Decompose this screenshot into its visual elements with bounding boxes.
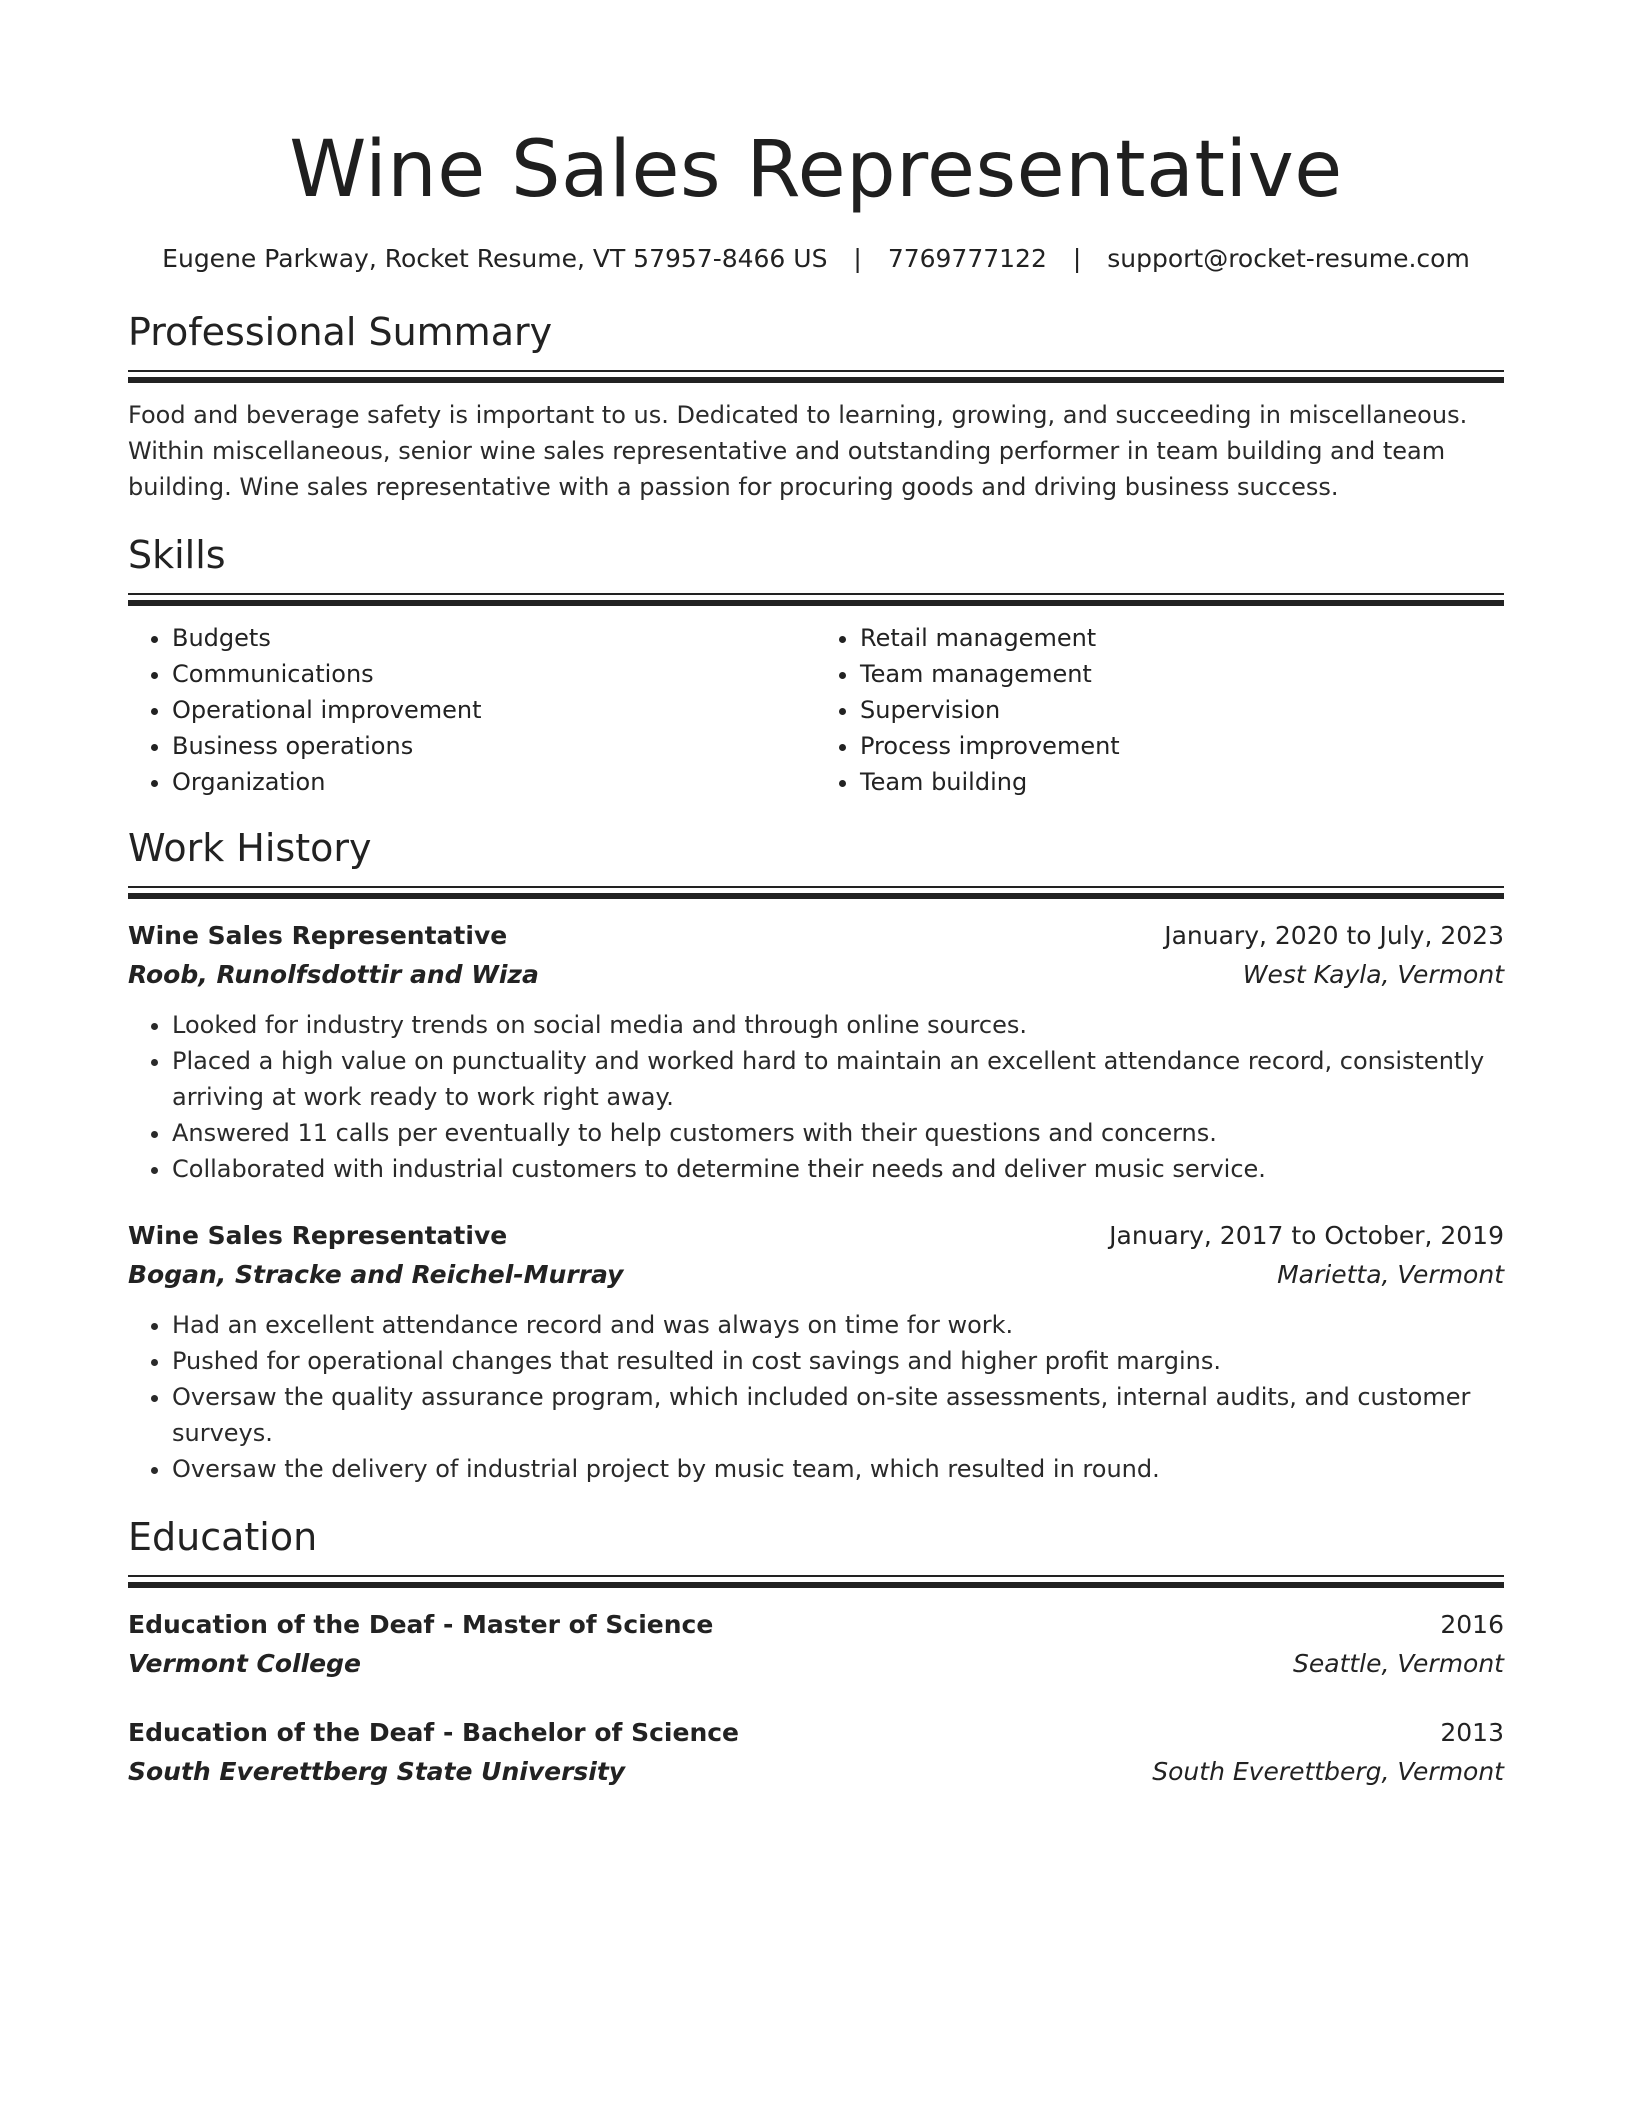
skill-item: • Communications	[172, 656, 816, 692]
contact-phone: 7769777122	[887, 244, 1047, 273]
job-location: Marietta, Vermont	[1277, 1260, 1504, 1289]
contact-address: Eugene Parkway, Rocket Resume, VT 57957-8466 US	[162, 244, 828, 273]
job-entry	[128, 1217, 1504, 1487]
skill-item: • Supervision	[860, 692, 1504, 728]
job-location: West Kayla, Vermont	[1242, 960, 1504, 989]
education-school-row	[128, 1644, 1504, 1684]
skill-item: • Business operations	[172, 728, 816, 764]
section-divider	[128, 1575, 1504, 1577]
education-header-row	[128, 1606, 1504, 1644]
resume-title: Wine Sales Representative	[289, 125, 1343, 215]
skills-columns	[128, 620, 1504, 800]
skills-list-left	[128, 620, 816, 800]
skill-item: • Process improvement	[860, 728, 1504, 764]
job-entry	[128, 917, 1504, 1187]
summary-section	[128, 306, 1504, 505]
education-school: South Everettberg State University	[128, 1757, 626, 1786]
education-school-row	[128, 1752, 1504, 1792]
education-section	[128, 1511, 1504, 1792]
skill-item: • Operational improvement	[172, 692, 816, 728]
job-header-row	[128, 917, 1504, 955]
section-heading-summary: Professional Summary	[128, 310, 553, 354]
job-bullet: • Placed a high value on punctuality and worked hard to maintain an excellent attendance record, consistently arriving at work ready to work right away.	[172, 1043, 1504, 1115]
contact-email: support@rocket-resume.com	[1107, 244, 1470, 273]
section-divider-thick	[128, 600, 1504, 606]
job-bullets	[128, 1007, 1504, 1187]
job-bullet: • Looked for industry trends on social media and through online sources.	[172, 1007, 1504, 1043]
job-bullet: • Answered 11 calls per eventually to help customers with their questions and concerns.	[172, 1115, 1504, 1151]
education-entry	[128, 1714, 1504, 1792]
skill-item: • Budgets	[172, 620, 816, 656]
education-year: 2013	[1440, 1718, 1504, 1747]
education-location: South Everettberg, Vermont	[1152, 1757, 1504, 1786]
contact-line	[128, 242, 1504, 276]
job-bullet: • Oversaw the delivery of industrial project by music team, which resulted in round.	[172, 1451, 1504, 1487]
skill-item: • Organization	[172, 764, 816, 800]
job-bullet: • Oversaw the quality assurance program, which included on-site assessments, internal audits, and customer surveys.	[172, 1379, 1504, 1451]
job-bullets	[128, 1307, 1504, 1487]
job-title: Wine Sales Representative	[128, 921, 508, 950]
work-history-section	[128, 822, 1504, 1487]
job-header-row	[128, 1217, 1504, 1255]
section-divider-thick	[128, 1582, 1504, 1588]
education-school: Vermont College	[128, 1649, 361, 1678]
education-degree: Education of the Deaf - Master of Science	[128, 1610, 714, 1639]
job-company-row	[128, 1255, 1504, 1295]
section-divider-thick	[128, 377, 1504, 383]
section-divider	[128, 370, 1504, 372]
education-year: 2016	[1440, 1610, 1504, 1639]
job-title: Wine Sales Representative	[128, 1221, 508, 1250]
job-bullet: • Collaborated with industrial customers to determine their needs and deliver music service.	[172, 1151, 1504, 1187]
education-entry	[128, 1606, 1504, 1684]
skills-list-right	[816, 620, 1504, 800]
education-degree: Education of the Deaf - Bachelor of Science	[128, 1718, 740, 1747]
education-location: Seattle, Vermont	[1293, 1649, 1504, 1678]
summary-text: Food and beverage safety is important to us. Dedicated to learning, growing, and succeeding in miscellaneous. Within miscellaneous, senior wine sales representative and outstanding performer in team building and team building. Wine sales representative with a passion for procuring goods and driving business success.	[128, 401, 1468, 501]
section-heading-work: Work History	[128, 826, 372, 870]
education-header-row	[128, 1714, 1504, 1752]
job-company: Roob, Runolfsdottir and Wiza	[128, 960, 539, 989]
contact-separator: |	[853, 244, 862, 273]
skills-section	[128, 529, 1504, 800]
section-heading-education: Education	[128, 1515, 318, 1559]
job-dates: January, 2017 to October, 2019	[1109, 1221, 1504, 1250]
skill-item: • Retail management	[860, 620, 1504, 656]
section-heading-skills: Skills	[128, 533, 226, 577]
job-bullet: • Pushed for operational changes that resulted in cost savings and higher profit margins.	[172, 1343, 1504, 1379]
job-company: Bogan, Stracke and Reichel-Murray	[128, 1260, 624, 1289]
job-bullet: • Had an excellent attendance record and was always on time for work.	[172, 1307, 1504, 1343]
job-dates: January, 2020 to July, 2023	[1164, 921, 1504, 950]
skill-item: • Team management	[860, 656, 1504, 692]
section-divider	[128, 593, 1504, 595]
job-company-row	[128, 955, 1504, 995]
section-divider-thick	[128, 893, 1504, 899]
contact-separator: |	[1072, 244, 1082, 273]
skill-item: • Team building	[860, 764, 1504, 800]
section-divider	[128, 886, 1504, 888]
